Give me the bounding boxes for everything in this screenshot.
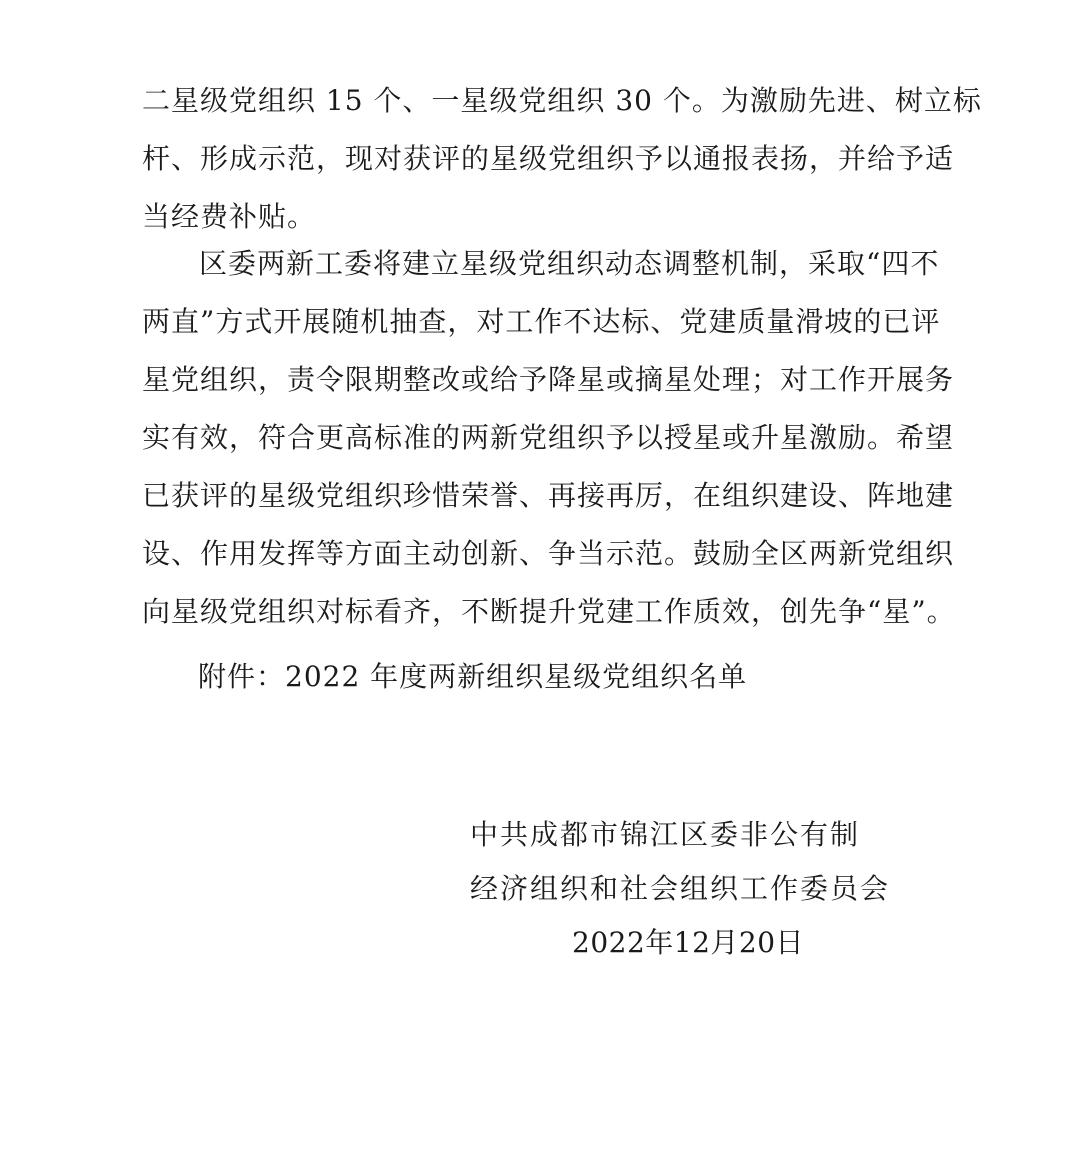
paragraph-2-line: 两直”方式开展随机抽查，对工作不达标、党建质量滑坡的已评	[142, 305, 941, 338]
paragraph-2	[142, 235, 956, 641]
paragraph-2-line: 设、作用发挥等方面主动创新、争当示范。鼓励全区两新党组织	[142, 537, 955, 570]
paragraph-2-line: 区委两新工委将建立星级党组织动态调整机制，采取“四不	[199, 247, 940, 280]
paragraph-1-line: 杆、形成示范，现对获评的星级党组织予以通报表扬，并给予适	[142, 142, 955, 175]
paragraph-1-line: 二星级党组织 15 个、一星级党组织 30 个。为激励先进、树立标	[142, 84, 982, 117]
paragraph-1-line: 当经费补贴。	[142, 200, 317, 233]
issuer-name-line-2: 经济组织和社会组织工作委员会	[470, 872, 891, 905]
paragraph-1	[142, 72, 982, 246]
signature-block	[470, 808, 891, 970]
attachment-note: 附件：2022 年度两新组织星级党组织名单	[198, 660, 748, 693]
paragraph-2-line: 实有效，符合更高标准的两新党组织予以授星或升星激励。希望	[142, 421, 955, 454]
issuer-name-line-1: 中共成都市锦江区委非公有制	[470, 818, 861, 851]
paragraph-2-line: 星党组织，责令限期整改或给予降星或摘星处理；对工作开展务	[142, 363, 955, 396]
issue-date: 2022年12月20日	[572, 926, 805, 959]
paragraph-2-line: 向星级党组织对标看齐，不断提升党建工作质效，创先争“星”。	[142, 595, 956, 628]
paragraph-2-line: 已获评的星级党组织珍惜荣誉、再接再厉，在组织建设、阵地建	[142, 479, 955, 512]
